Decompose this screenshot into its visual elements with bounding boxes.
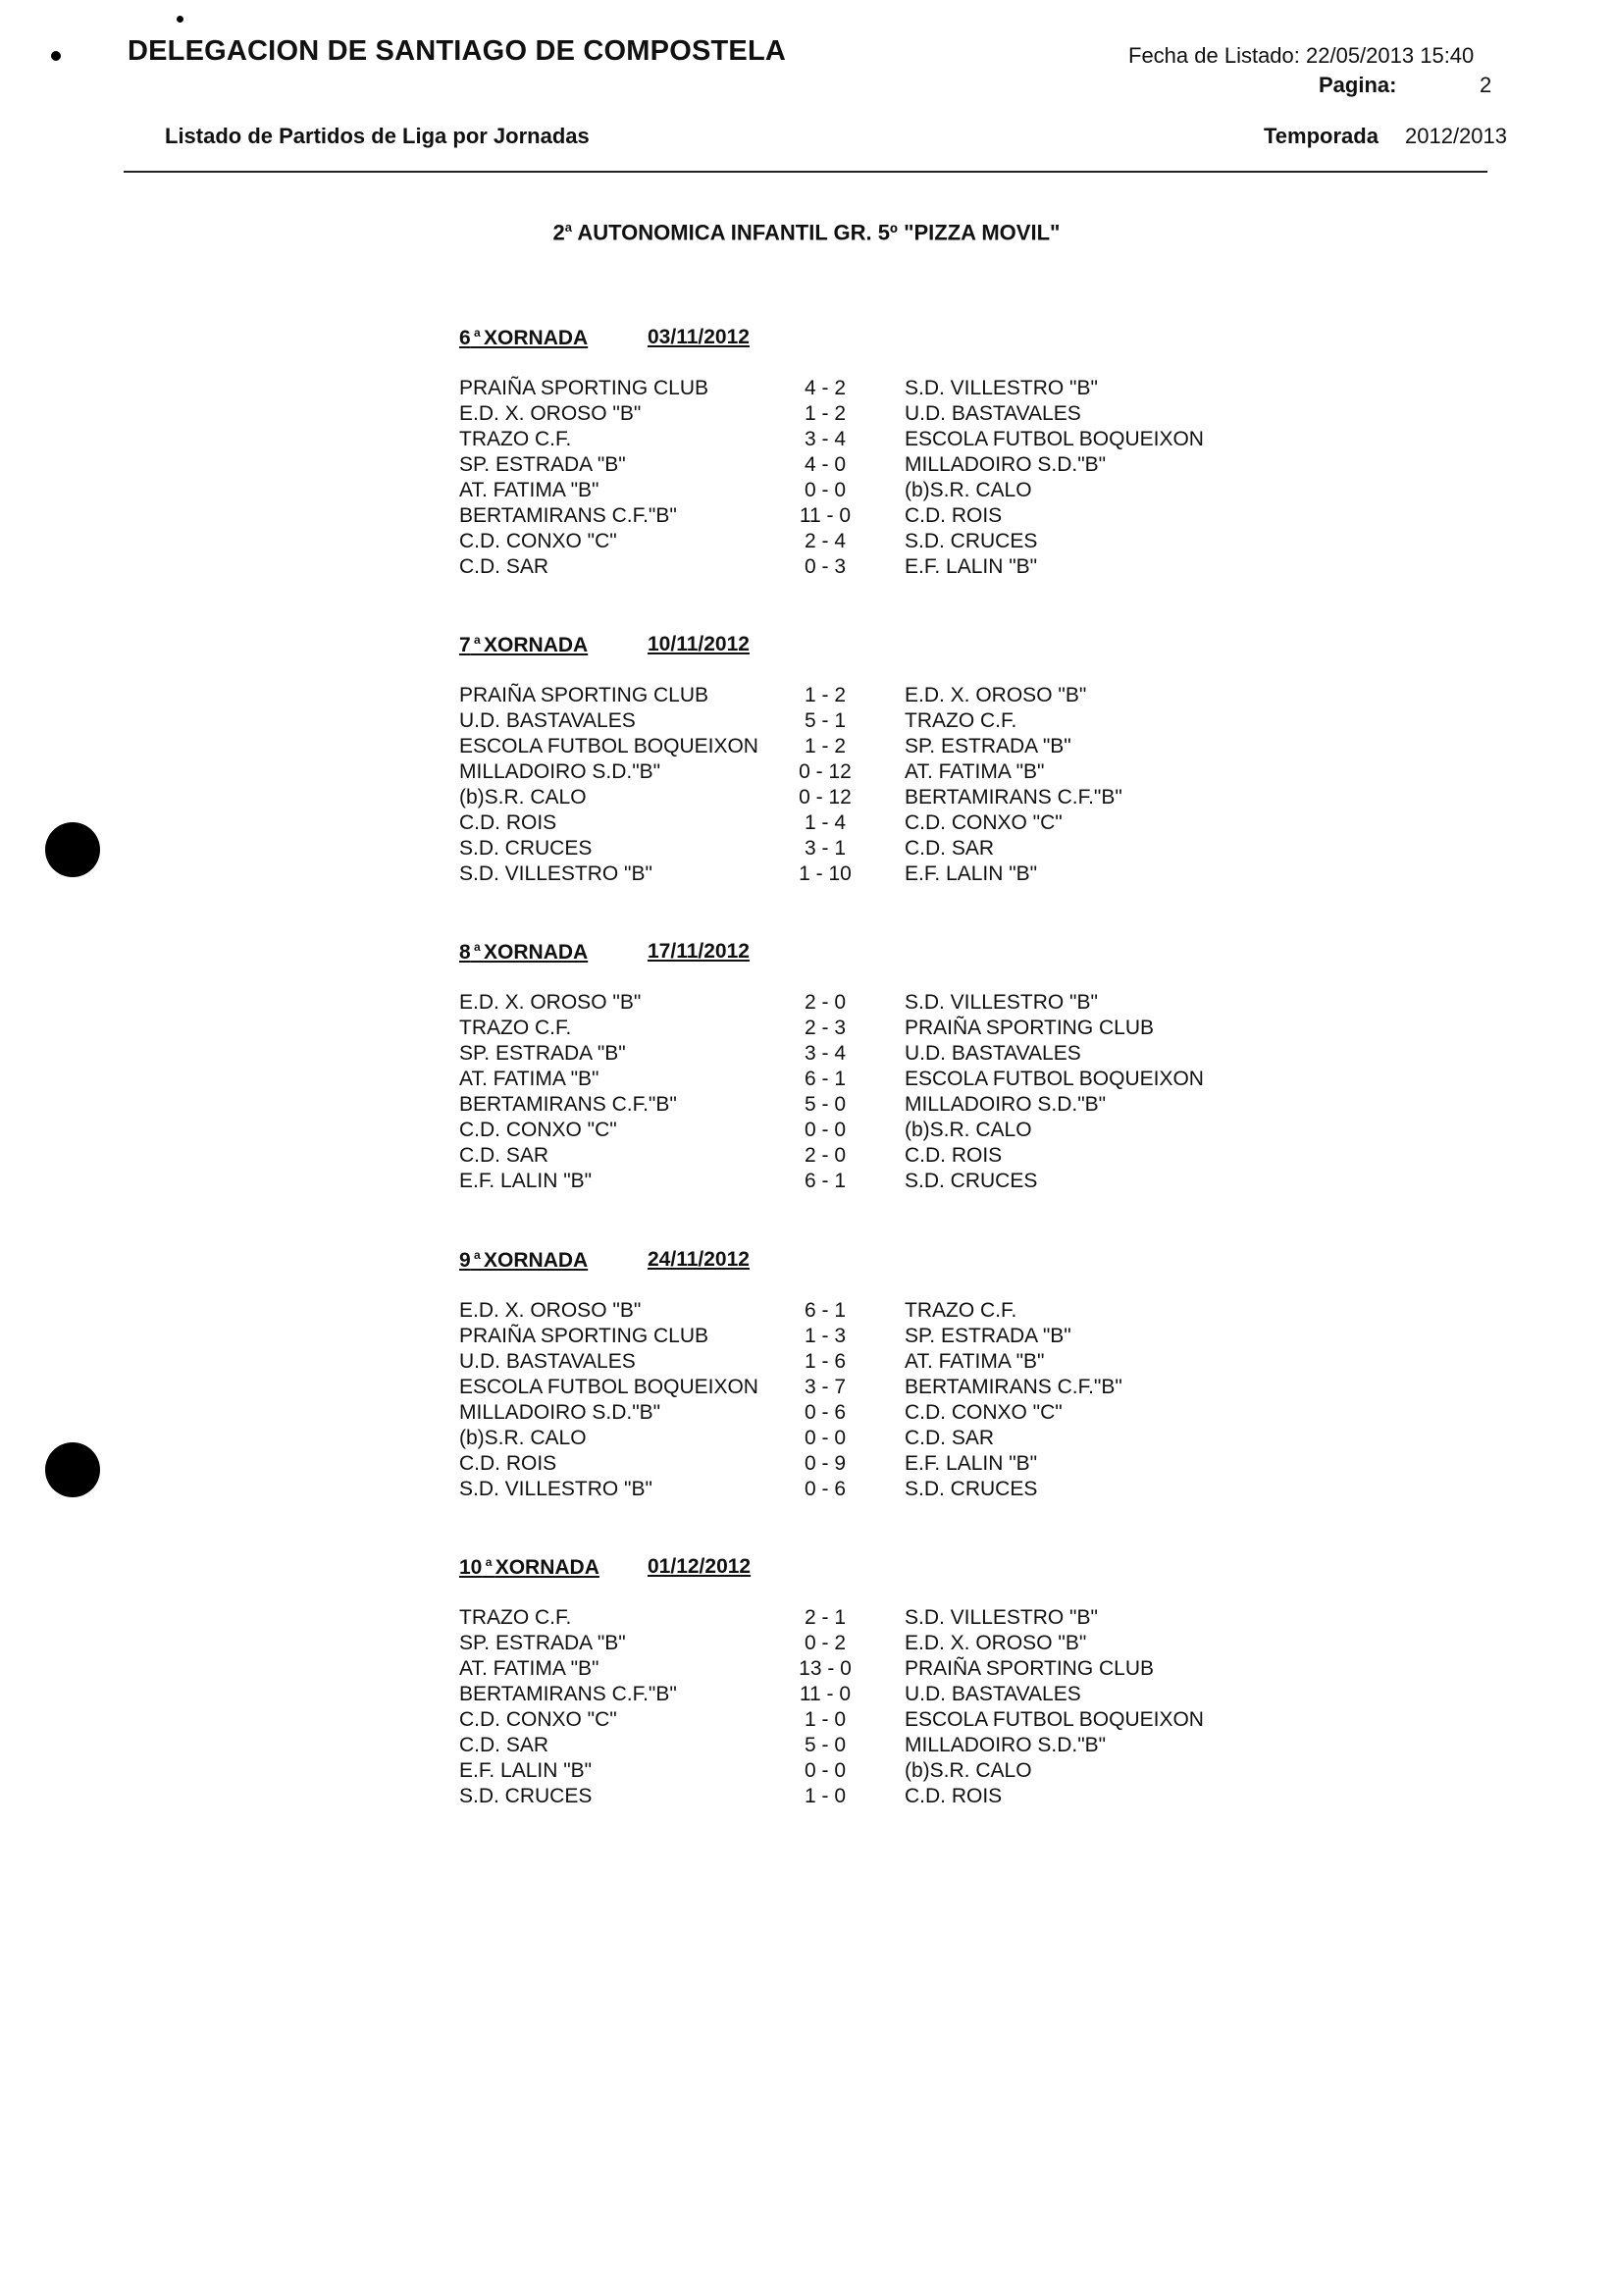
match-row: [459, 684, 1264, 709]
match-score: 2 - 4: [804, 530, 847, 552]
match-row: [459, 555, 1264, 581]
match-row: [459, 735, 1264, 760]
match-row: [459, 811, 1264, 837]
round-section: [459, 1248, 1264, 1503]
header-divider: [124, 171, 1487, 173]
match-score: 0 - 9: [804, 1452, 847, 1475]
match-score: 3 - 7: [804, 1376, 847, 1398]
away-team: E.D. X. OROSO "B": [905, 684, 1087, 706]
match-score: 0 - 12: [799, 760, 852, 783]
match-score: 1 - 2: [804, 402, 847, 425]
match-row: [459, 377, 1264, 402]
games-list: [459, 991, 1264, 1195]
round-number: 10: [459, 1556, 483, 1579]
home-team: SP. ESTRADA "B": [459, 1042, 626, 1065]
away-team: ESCOLA FUTBOL BOQUEIXON: [905, 1708, 1204, 1731]
match-score: 1 - 10: [799, 862, 852, 885]
round-title: [459, 1555, 599, 1580]
round-label: XORNADA: [494, 1556, 599, 1579]
home-team: AT. FATIMA "B": [459, 1657, 599, 1680]
games-list: [459, 684, 1264, 888]
round-label: XORNADA: [484, 634, 589, 656]
away-team: (b)S.R. CALO: [905, 1119, 1032, 1141]
home-team: ESCOLA FUTBOL BOQUEIXON: [459, 1376, 758, 1398]
match-row: [459, 1017, 1264, 1042]
round-section: [459, 940, 1264, 1195]
home-team: S.D. VILLESTRO "B": [459, 1478, 652, 1500]
match-row: [459, 504, 1264, 530]
home-team: PRAIÑA SPORTING CLUB: [459, 1325, 709, 1347]
season-value: 2012/2013: [1405, 124, 1507, 148]
away-team: U.D. BASTAVALES: [905, 1683, 1081, 1705]
match-row: [459, 837, 1264, 862]
round-title: [459, 1248, 588, 1273]
match-score: 11 - 0: [799, 1683, 852, 1705]
match-score: 2 - 3: [804, 1017, 847, 1039]
away-team: C.D. ROIS: [905, 1144, 1003, 1167]
match-score: 6 - 1: [804, 1068, 847, 1090]
away-team: C.D. ROIS: [905, 1785, 1003, 1807]
round-header: [459, 1248, 1264, 1278]
away-team: E.D. X. OROSO "B": [905, 1632, 1087, 1654]
match-row: [459, 479, 1264, 504]
punch-hole: [45, 822, 100, 877]
match-row: [459, 1042, 1264, 1068]
match-score: 3 - 1: [804, 837, 847, 860]
home-team: E.D. X. OROSO "B": [459, 991, 642, 1014]
match-row: [459, 428, 1264, 453]
home-team: TRAZO C.F.: [459, 1606, 572, 1629]
home-team: TRAZO C.F.: [459, 428, 572, 450]
round-date: 01/12/2012: [648, 1555, 752, 1578]
away-team: C.D. CONXO "C": [905, 811, 1063, 834]
round-title: [459, 326, 588, 350]
home-team: C.D. CONXO "C": [459, 1708, 617, 1731]
round-section: [459, 633, 1264, 888]
match-score: 1 - 2: [804, 735, 847, 757]
match-row: [459, 1376, 1264, 1401]
match-row: [459, 1170, 1264, 1195]
organization-title: DELEGACION DE SANTIAGO DE COMPOSTELA: [128, 35, 787, 67]
round-date: 10/11/2012: [648, 633, 750, 655]
round-header: [459, 633, 1264, 662]
home-team: E.D. X. OROSO "B": [459, 402, 642, 425]
match-row: [459, 786, 1264, 811]
match-row: [459, 1708, 1264, 1734]
page-label: Pagina:: [1319, 73, 1397, 97]
home-team: C.D. ROIS: [459, 811, 557, 834]
match-score: 0 - 6: [804, 1478, 847, 1500]
away-team: TRAZO C.F.: [905, 709, 1017, 732]
match-row: [459, 453, 1264, 479]
round-date: 17/11/2012: [648, 940, 750, 963]
match-row: [459, 1734, 1264, 1759]
match-score: 1 - 2: [804, 684, 847, 706]
games-list: [459, 377, 1264, 581]
ordinal-mark: a: [482, 1555, 495, 1569]
competition-prefix: 2: [552, 220, 565, 245]
match-score: 5 - 1: [804, 709, 847, 732]
match-row: [459, 1478, 1264, 1503]
home-team: SP. ESTRADA "B": [459, 1632, 626, 1654]
home-team: U.D. BASTAVALES: [459, 1350, 636, 1373]
competition-name: AUTONOMICA INFANTIL GR. 5º "PIZZA MOVIL": [572, 220, 1061, 245]
match-score: 1 - 0: [804, 1785, 847, 1807]
games-list: [459, 1606, 1264, 1810]
round-title: [459, 940, 588, 965]
away-team: (b)S.R. CALO: [905, 479, 1032, 501]
away-team: BERTAMIRANS C.F."B": [905, 1376, 1122, 1398]
home-team: AT. FATIMA "B": [459, 479, 599, 501]
round-header: [459, 940, 1264, 969]
home-team: MILLADOIRO S.D."B": [459, 760, 661, 783]
match-score: 0 - 0: [804, 479, 847, 501]
home-team: AT. FATIMA "B": [459, 1068, 599, 1090]
match-score: 0 - 3: [804, 555, 847, 578]
away-team: MILLADOIRO S.D."B": [905, 1093, 1107, 1116]
match-score: 6 - 1: [804, 1170, 847, 1192]
away-team: ESCOLA FUTBOL BOQUEIXON: [905, 1068, 1204, 1090]
away-team: S.D. CRUCES: [905, 1478, 1038, 1500]
away-team: S.D. CRUCES: [905, 1170, 1038, 1192]
away-team: MILLADOIRO S.D."B": [905, 1734, 1107, 1756]
ordinal-mark: a: [470, 633, 485, 647]
ordinal-mark: a: [470, 1248, 485, 1262]
match-row: [459, 1683, 1264, 1708]
match-score: 0 - 2: [804, 1632, 847, 1654]
round-number: 9: [459, 1249, 471, 1272]
match-score: 0 - 0: [804, 1119, 847, 1141]
home-team: C.D. ROIS: [459, 1452, 557, 1475]
home-team: C.D. SAR: [459, 1144, 549, 1167]
home-team: ESCOLA FUTBOL BOQUEIXON: [459, 735, 758, 757]
match-row: [459, 991, 1264, 1017]
away-team: E.F. LALIN "B": [905, 862, 1038, 885]
match-row: [459, 1144, 1264, 1170]
home-team: MILLADOIRO S.D."B": [459, 1401, 661, 1424]
match-score: 0 - 0: [804, 1427, 847, 1449]
round-label: XORNADA: [484, 1249, 589, 1272]
home-team: BERTAMIRANS C.F."B": [459, 1093, 677, 1116]
away-team: SP. ESTRADA "B": [905, 735, 1071, 757]
match-score: 1 - 3: [804, 1325, 847, 1347]
match-score: 13 - 0: [799, 1657, 852, 1680]
away-team: C.D. CONXO "C": [905, 1401, 1063, 1424]
report-subtitle: Listado de Partidos de Liga por Jornadas: [165, 124, 590, 148]
away-team: SP. ESTRADA "B": [905, 1325, 1071, 1347]
away-team: PRAIÑA SPORTING CLUB: [905, 1657, 1155, 1680]
home-team: BERTAMIRANS C.F."B": [459, 1683, 677, 1705]
away-team: PRAIÑA SPORTING CLUB: [905, 1017, 1155, 1039]
match-score: 4 - 0: [804, 453, 847, 476]
home-team: PRAIÑA SPORTING CLUB: [459, 684, 709, 706]
match-row: [459, 862, 1264, 888]
competition-title: [0, 220, 1613, 245]
away-team: ESCOLA FUTBOL BOQUEIXON: [905, 428, 1204, 450]
away-team: C.D. ROIS: [905, 504, 1003, 527]
match-score: 5 - 0: [804, 1093, 847, 1116]
match-row: [459, 709, 1264, 735]
away-team: S.D. CRUCES: [905, 530, 1038, 552]
home-team: S.D. CRUCES: [459, 837, 593, 860]
away-team: E.F. LALIN "B": [905, 1452, 1038, 1475]
home-team: U.D. BASTAVALES: [459, 709, 636, 732]
match-row: [459, 760, 1264, 786]
home-team: S.D. VILLESTRO "B": [459, 862, 652, 885]
ordinal-mark: a: [470, 326, 485, 339]
games-list: [459, 1299, 1264, 1503]
match-row: [459, 1632, 1264, 1657]
home-team: C.D. CONXO "C": [459, 1119, 617, 1141]
away-team: MILLADOIRO S.D."B": [905, 453, 1107, 476]
match-row: [459, 1093, 1264, 1119]
match-score: 3 - 4: [804, 1042, 847, 1065]
round-title: [459, 633, 588, 657]
match-score: 1 - 4: [804, 811, 847, 834]
match-score: 1 - 6: [804, 1350, 847, 1373]
away-team: S.D. VILLESTRO "B": [905, 991, 1098, 1014]
ordinal-mark: a: [470, 940, 485, 954]
round-section: [459, 326, 1264, 581]
home-team: BERTAMIRANS C.F."B": [459, 504, 677, 527]
home-team: C.D. CONXO "C": [459, 530, 617, 552]
page-number: 2: [1480, 73, 1492, 97]
match-row: [459, 1759, 1264, 1785]
home-team: SP. ESTRADA "B": [459, 453, 626, 476]
match-score: 5 - 0: [804, 1734, 847, 1756]
home-team: C.D. SAR: [459, 555, 549, 578]
match-score: 2 - 0: [804, 1144, 847, 1167]
match-row: [459, 1299, 1264, 1325]
home-team: (b)S.R. CALO: [459, 786, 587, 809]
match-score: 6 - 1: [804, 1299, 847, 1322]
round-date: 24/11/2012: [648, 1248, 750, 1271]
round-date: 03/11/2012: [648, 326, 750, 348]
round-number: 8: [459, 941, 471, 964]
match-score: 3 - 4: [804, 428, 847, 450]
match-row: [459, 1401, 1264, 1427]
round-label: XORNADA: [484, 327, 589, 349]
match-row: [459, 1068, 1264, 1093]
away-team: S.D. VILLESTRO "B": [905, 1606, 1098, 1629]
listing-date: Fecha de Listado: 22/05/2013 15:40: [1128, 43, 1475, 68]
away-team: C.D. SAR: [905, 1427, 995, 1449]
away-team: C.D. SAR: [905, 837, 995, 860]
round-label: XORNADA: [484, 941, 589, 964]
round-number: 6: [459, 327, 471, 349]
away-team: S.D. VILLESTRO "B": [905, 377, 1098, 399]
match-score: 2 - 1: [804, 1606, 847, 1629]
season-label: Temporada: [1264, 124, 1379, 148]
round-section: [459, 1555, 1264, 1810]
match-row: [459, 1657, 1264, 1683]
home-team: PRAIÑA SPORTING CLUB: [459, 377, 709, 399]
match-score: 0 - 6: [804, 1401, 847, 1424]
home-team: C.D. SAR: [459, 1734, 549, 1756]
round-header: [459, 1555, 1264, 1585]
punch-hole: [45, 1442, 100, 1497]
match-row: [459, 1452, 1264, 1478]
match-row: [459, 1785, 1264, 1810]
round-number: 7: [459, 634, 471, 656]
home-team: E.D. X. OROSO "B": [459, 1299, 642, 1322]
match-row: [459, 530, 1264, 555]
match-row: [459, 1119, 1264, 1144]
match-score: 11 - 0: [799, 504, 852, 527]
away-team: TRAZO C.F.: [905, 1299, 1017, 1322]
match-score: 4 - 2: [804, 377, 847, 399]
match-score: 1 - 0: [804, 1708, 847, 1731]
home-team: S.D. CRUCES: [459, 1785, 593, 1807]
home-team: E.F. LALIN "B": [459, 1759, 593, 1782]
match-row: [459, 1350, 1264, 1376]
away-team: U.D. BASTAVALES: [905, 402, 1081, 425]
away-team: E.F. LALIN "B": [905, 555, 1038, 578]
match-row: [459, 1606, 1264, 1632]
scan-mark: [177, 16, 183, 23]
competition-prefix-sup: a: [564, 220, 573, 235]
home-team: TRAZO C.F.: [459, 1017, 572, 1039]
match-row: [459, 1427, 1264, 1452]
away-team: U.D. BASTAVALES: [905, 1042, 1081, 1065]
away-team: AT. FATIMA "B": [905, 1350, 1045, 1373]
scan-mark: [51, 51, 61, 61]
home-team: (b)S.R. CALO: [459, 1427, 587, 1449]
match-row: [459, 402, 1264, 428]
match-row: [459, 1325, 1264, 1350]
away-team: AT. FATIMA "B": [905, 760, 1045, 783]
match-score: 0 - 0: [804, 1759, 847, 1782]
match-score: 0 - 12: [799, 786, 852, 809]
away-team: BERTAMIRANS C.F."B": [905, 786, 1122, 809]
match-score: 2 - 0: [804, 991, 847, 1014]
home-team: E.F. LALIN "B": [459, 1170, 593, 1192]
round-header: [459, 326, 1264, 355]
away-team: (b)S.R. CALO: [905, 1759, 1032, 1782]
